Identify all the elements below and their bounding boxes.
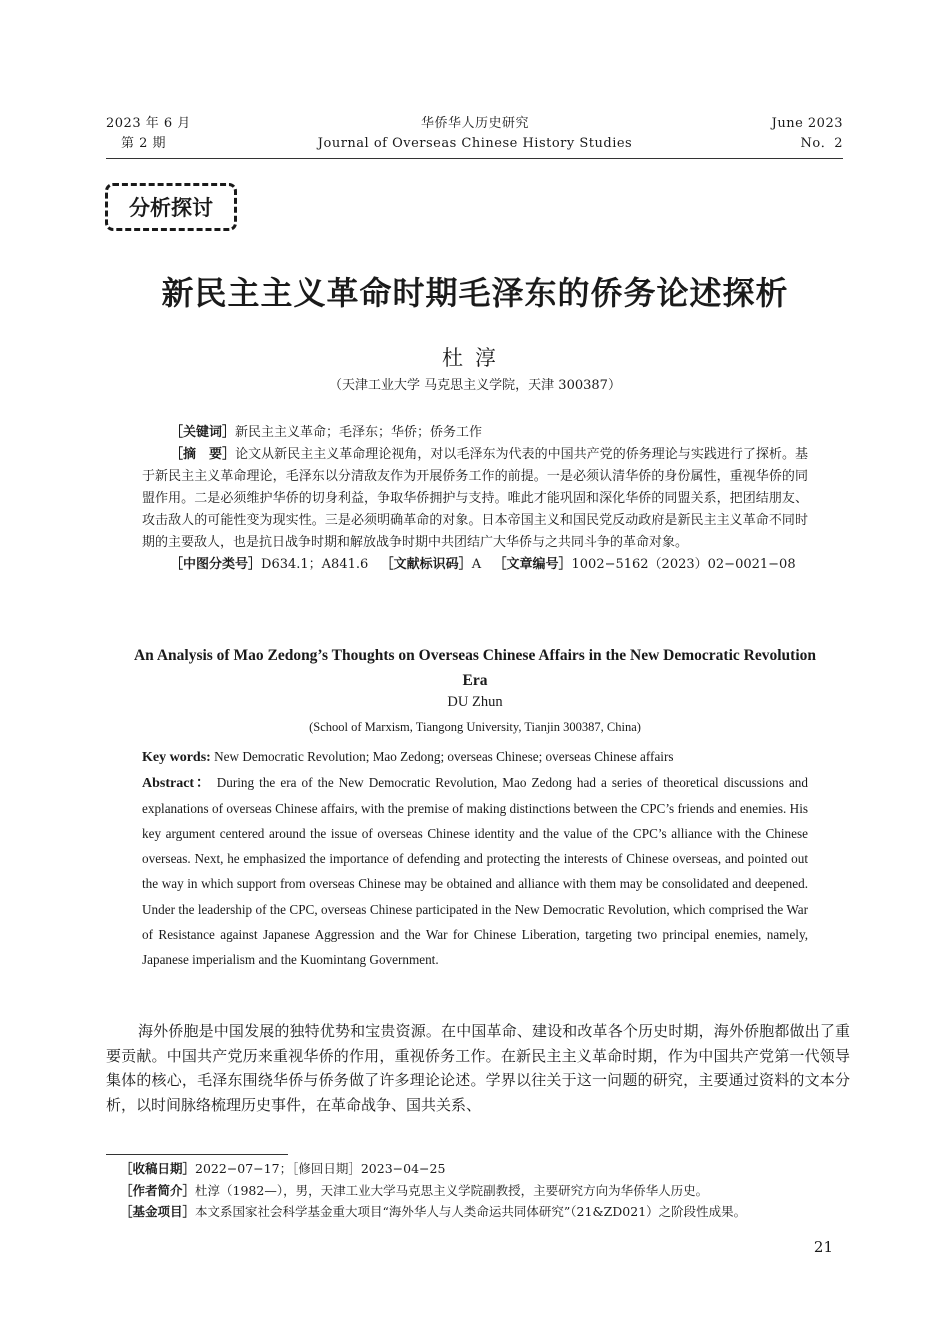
english-title: An Analysis of Mao Zedong’s Thoughts on Overseas Chinese Affairs in the New Democratic Revolution Era	[133, 647, 816, 689]
header-left	[106, 114, 191, 154]
clc-label: ［中图分类号］	[170, 557, 262, 572]
author-name: 杜淳	[442, 346, 508, 370]
journal-title-en: Journal of Overseas Chinese History Studies	[317, 136, 633, 151]
footnote-label: ［作者简介］	[120, 1182, 196, 1198]
page-number: 21	[813, 1238, 833, 1256]
abstract-label: ［摘 要］	[170, 447, 236, 462]
article-title: 新民主主义革命时期毛泽东的侨务论述探析	[161, 274, 789, 312]
footnotes	[120, 1158, 850, 1223]
english-abstract	[142, 770, 808, 972]
chinese-abstract-block	[142, 422, 808, 576]
keywords-text: 新民主主义革命；毛泽东；华侨；侨务工作	[235, 425, 483, 440]
english-keywords-label: Key words:	[142, 750, 211, 765]
english-keywords	[142, 744, 808, 770]
article-number-label: ［文章编号］	[493, 557, 572, 572]
header-date: 2023 年 6 月	[106, 116, 191, 131]
footnote-received	[120, 1158, 850, 1180]
header-center	[300, 114, 650, 154]
header-issue-en: No．2	[800, 136, 843, 151]
header-right	[772, 114, 843, 154]
footnote-text: 本文系国家社会科学基金重大项目“海外华人与人类命运共同体研究”（21&ZD021）之阶段性成果。	[195, 1204, 747, 1219]
english-author: DU Zhun	[447, 694, 503, 710]
abstract-cn	[142, 444, 808, 554]
section-tag: 分析探讨	[105, 183, 237, 231]
header-rule	[106, 158, 843, 159]
doc-code-label: ［文献标识码］	[380, 557, 472, 572]
journal-title-cn: 华侨华人历史研究	[420, 116, 529, 131]
footnote-label: ［基金项目］	[120, 1204, 196, 1219]
english-abstract-block	[142, 744, 808, 972]
english-keywords-text: New Democratic Revolution; Mao Zedong; overseas Chinese; overseas Chinese affairs	[214, 749, 674, 764]
classification-line	[142, 554, 808, 576]
english-abstract-label: Abstract：	[142, 776, 212, 792]
abstract-text: 论文从新民主主义革命理论视角，对以毛泽东为代表的中国共产党的侨务理论与实践进行了探析。基于新民主主义革命理论，毛泽东以分清敌友作为开展侨务工作的前提。一是必须认清华侨的身份属性，重视华侨的同盟作用。二是必须维护华侨的切身利益，争取华侨拥护与支持。唯此才能巩固和深化华侨的同盟关系，把团结朋友、攻击敌人的可能性变为现实性。三是必须明确革命的对象。日本帝国主义和国民党反动政府是新民主主义革命不同时期的主要敌人，也是抗日战争时期和解放战争时期中共团结广大华侨与之共同斗争的革命对象。	[142, 447, 808, 550]
article-number-value: 1002−5162（2023）02−0021−08	[571, 557, 796, 572]
footnote-rule	[106, 1154, 288, 1155]
keywords-cn	[142, 422, 808, 444]
clc-value: D634.1；A841.6	[261, 557, 369, 572]
footnote-funding	[120, 1201, 850, 1223]
footnote-text: 2022−07−17；［修回日期］2023−04−25	[195, 1161, 446, 1176]
header-date-en: June 2023	[771, 116, 843, 131]
footnote-label: ［收稿日期］	[120, 1161, 196, 1176]
keywords-label: ［关键词］	[170, 425, 236, 440]
english-affiliation: (School of Marxism, Tiangong University, Tianjin 300387, China)	[309, 720, 641, 734]
header-issue: 第 2 期	[121, 136, 167, 151]
body-paragraph: 海外侨胞是中国发展的独特优势和宝贵资源。在中国革命、建设和改革各个历史时期，海外侨胞都做出了重要贡献。中国共产党历来重视华侨的作用，重视侨务工作。在新民主主义革命时期，作为中国共产党第一代领导集体的核心，毛泽东围绕华侨与侨务做了许多理论论述。学界以往关于这一问题的研究，主要通过资料的文本分析，以时间脉络梳理历史事件，在革命战争、国共关系、	[106, 1022, 850, 1114]
footnote-text: 杜淳（1982—），男，天津工业大学马克思主义学院副教授，主要研究方向为华侨华人历史。	[195, 1182, 709, 1198]
footnote-author-bio	[120, 1180, 850, 1202]
author-affiliation: （天津工业大学 马克思主义学院，天津 300387）	[329, 378, 621, 393]
english-abstract-text: During the era of the New Democratic Revolution, Mao Zedong had a series of theoretical discussions and explanations of overseas Chinese affairs, with the premise of making distinctions between the CPC’s friends and enemies. His key argument centered around the issue of overseas Chinese identity and the value of the CPC’s alliance with the Chinese overseas. Next, he emphasized the importance of defending and protecting the interests of Chinese overseas, and pointed out the way in which support from overseas Chinese may be obtained and alliance with them may be consolidated and deepened. Under the leadership of the CPC, overseas Chinese participated in the New Democratic Revolution, which comprised the War of Resistance against Japanese Aggression and the War for Chinese Liberation, targeting two principal enemies, namely, Japanese imperialism and the Kuomintang Government.	[142, 775, 808, 967]
body-text	[106, 1019, 850, 1117]
doc-code-value: A	[471, 557, 482, 572]
